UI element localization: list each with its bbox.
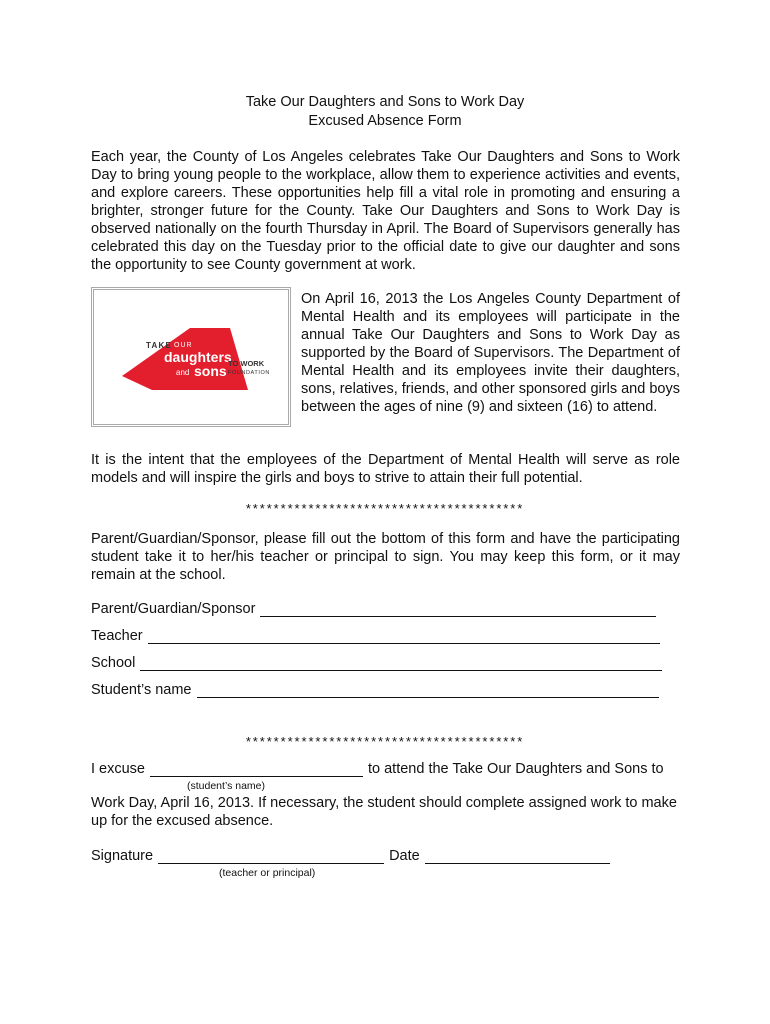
separator-stars: ****************************************: [245, 501, 525, 516]
excuse-line: [91, 761, 664, 777]
excused-student-input-line[interactable]: [150, 761, 363, 777]
instructions-paragraph: Parent/Guardian/Sponsor, please fill out the bottom of this form and have the participating student take it to her/his teacher or principal to sign. You may keep this form, or it may remain at the school.: [91, 531, 680, 583]
intro-paragraph: Each year, the County of Los Angeles celebrates Take Our Daughters and Sons to Work Day to bring young people to the workplace, allow them to experience activities and events, and explore careers. These opportunities help fill a vital role in promoting and ensuring a brighter, stronger future for the County. Take Our Daughters and Sons to Work Day is observed nationally on the fourth Thursday in April. The Board of Supervisors generally has celebrated this day on the Tuesday prior to the official date to give our daughter and sons the opportunity to see County government at work.: [91, 149, 680, 273]
student-name-hint: (student’s name): [187, 780, 266, 792]
logo-foundation-text: FOUNDATION: [228, 370, 270, 376]
student-name-field: [91, 682, 659, 698]
page-subtitle: Excused Absence Form: [308, 113, 462, 129]
logo-to-work-text: TO WORK: [228, 359, 265, 368]
logo-sons-text: sons: [194, 363, 227, 379]
teacher-field: [91, 628, 660, 644]
sponsor-input-line[interactable]: [260, 601, 656, 617]
teacher-input-line[interactable]: [148, 628, 660, 644]
sponsor-field: [91, 601, 656, 617]
date-input-line[interactable]: [425, 848, 610, 864]
logo-our-text: OUR: [174, 342, 193, 349]
signature-input-line[interactable]: [158, 848, 384, 864]
intent-paragraph: It is the intent that the employees of the Department of Mental Health will serve as role models and will inspire the girls and boys to strive to attain their full potential.: [91, 452, 680, 486]
logo-and-text: and: [176, 368, 190, 377]
school-input-line[interactable]: [140, 655, 662, 671]
signature-label: Signature: [91, 848, 154, 864]
date-label: Date: [389, 848, 420, 864]
excuse-suffix: to attend the Take Our Daughters and Sons to: [368, 761, 664, 777]
student-name-label: Student’s name: [91, 682, 192, 698]
take-our-daughters-logo: [94, 290, 288, 424]
signer-hint: (teacher or principal): [219, 867, 316, 879]
page-title: Take Our Daughters and Sons to Work Day: [245, 94, 525, 110]
sponsor-label: Parent/Guardian/Sponsor: [91, 601, 256, 617]
separator-stars-2: ****************************************: [245, 734, 525, 749]
excuse-prefix: I excuse: [91, 761, 145, 777]
school-field: [91, 655, 662, 671]
excuse-continuation: Work Day, April 16, 2013. If necessary, the student should complete assigned work to make up for the excused absence.: [91, 795, 677, 829]
signature-line: [91, 848, 610, 864]
logo-daughters-text: daughters: [164, 349, 232, 365]
logo-frame: [91, 287, 291, 427]
school-label: School: [91, 655, 136, 671]
teacher-label: Teacher: [91, 628, 143, 644]
student-name-input-line[interactable]: [197, 682, 659, 698]
logo-take-text: TAKE: [146, 341, 172, 350]
department-paragraph: On April 16, 2013 the Los Angeles County Department of Mental Health and its employees will participate in the annual Take Our Daughters and Sons to Work Day as supported by the Board of Supervisors. The Department of Mental Health and its employees invite their daughters, sons, relatives, friends, and other sponsored girls and boys between the ages of nine (9) and sixteen (16) to attend.: [301, 291, 680, 415]
